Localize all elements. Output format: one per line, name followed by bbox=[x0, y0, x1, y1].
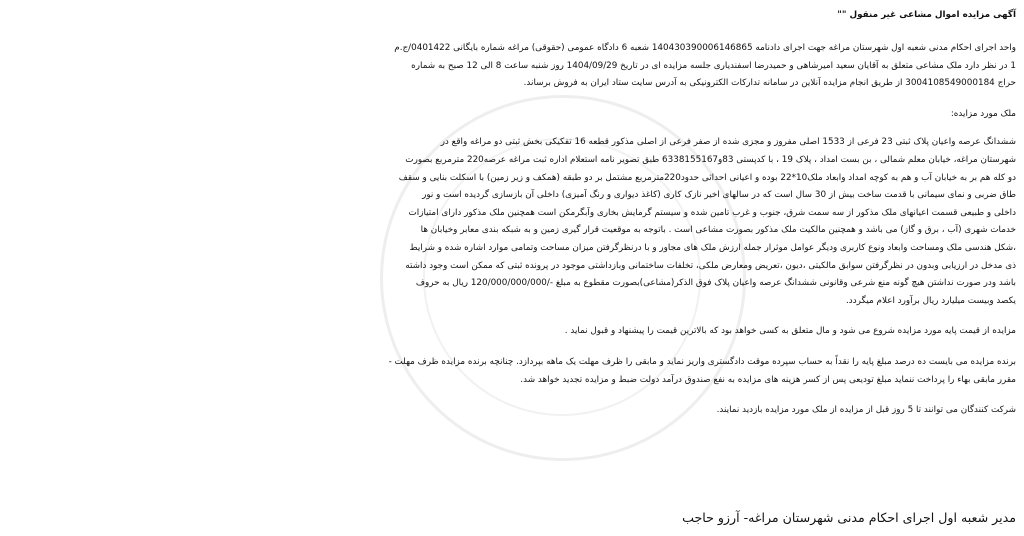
description-line: خدمات شهری (آب ، برق و گاز) می باشد و همچنین مالکیت ملک مذکور بصورت مشاعی است . باتوجه به موقعیت قرار گیری زمین و به شبکه بندی معابر وخیابان ها bbox=[420, 225, 1016, 236]
payment-line: برنده مزایده می بایست ده درصد مبلغ پایه را نقداً به حساب سپرده موقت دادگستری واریز نماید و مابقی را ظرف مهلت یک ماهه بپردازد. چنانچه برنده مزایده ظرف مهلت - bbox=[388, 356, 1016, 367]
description-line: ششدانگ عرصه واعیان پلاک ثبتی 23 فرعی از 1533 اصلی مفروز و مجزی شده از صفر فرعی از اصلی مذکور قطعه 16 تفکیکی بخش ثبتی دو مراغه واقع در bbox=[440, 137, 1016, 148]
intro-line: 1 در نظر دارد ملک مشاعی متعلق به آقایان سعید امیرشاهی و حمیدرضا اسفندیاری جلسه مزایده ای در تاریخ 1404/09/29 روز شنبه ساعت 8 الی 12 صبح به شماره bbox=[411, 60, 1016, 71]
visit-paragraph bbox=[8, 402, 1016, 420]
start-price-line: مزایده از قیمت پایه مورد مزایده شروع می شود و مال متعلق به کسی خواهد بود که بالاترین قیمت را پیشنهاد و قبول نماید . bbox=[564, 326, 1016, 337]
notice-content bbox=[8, 6, 1016, 420]
payment-line: مقرر مابقی بهاء را پرداخت ننماید مبلغ تودیعی پس از کسر هزینه های مزایده به نفع صندوق درآمد دولت ضبط و مزایده تجدید خواهد شد. bbox=[520, 374, 1016, 385]
description-line: دو کله هم بر به خیابان آب و هم به کوچه امداد وابعاد ملک10*22 بوده و اعیانی احداثی حدود220مترمربع مشتمل بر دو طبقه (همکف و زیر زمین) با اسکلت بنایی و سقف bbox=[398, 172, 1016, 183]
payment-paragraph bbox=[8, 354, 1016, 389]
signature-line: مدیر شعبه اول اجرای احکام مدنی شهرستان مراغه- آرزو حاجب bbox=[682, 510, 1016, 525]
description-line: یکصد وبیست میلیارد ریال برآورد اعلام میگردد. bbox=[846, 295, 1016, 306]
intro-line: حراج 3004108549000184 از طریق انجام مزایده آنلاین در سامانه تدارکات الکترونیکی به آدرس سایت ستاد ایران به فروش برساند. bbox=[523, 78, 1016, 89]
description-paragraph bbox=[8, 134, 1016, 310]
description-line: طاق ضربی و نمای سیمانی با قدمت ساخت بیش از 30 سال است که در سالهای اخیر نازک کاری (کاغذ دیواری و رنگ آمیزی) داخلی آن بازسازی گردیده است و نور bbox=[422, 190, 1016, 201]
description-line: ذی مدخل در ارزیابی وبدون در نظرگرفتن سوابق مالکیتی ،دیون ،تعریض ومعارض ملکی، تخلفات ساختمانی وبازداشتی موجود در پرونده ثبتی که ممکن است وجود داشته bbox=[405, 260, 1016, 271]
start-price-paragraph bbox=[8, 323, 1016, 341]
property-label: ملک مورد مزایده: bbox=[950, 108, 1016, 119]
intro-paragraph bbox=[8, 40, 1016, 93]
description-line: داخلی و طبیعی قسمت اعیانهای ملک مذکور از سه سمت شرق، جنوب و غرب تامین شده و سیستم گرمایش بخاری وآبگرمکن است همچنین ملک مذکور دارای امتیازات bbox=[408, 207, 1016, 218]
description-line: ،شکل هندسی ملک ومساحت وابعاد ونوع کاربری ودیگر عوامل موثرار جمله ارزش ملک های مجاور و با درنظرگرفتن میزان مساحت وتمامی موارد اشاره شده و شرایط bbox=[409, 242, 1016, 253]
notice-title: آگهی مزایده اموال مشاعی غیر منقول "" bbox=[837, 10, 1016, 20]
intro-line: واحد اجرای احکام مدنی شعبه اول شهرستان مراغه جهت اجرای دادنامه 140430390006146865 شعبه 6 دادگاه عمومی (حقوقی) مراغه شماره بایگانی 0401422/ج.م bbox=[394, 43, 1016, 53]
description-line: شهرستان مراغه، خیابان معلم شمالی ، بن بست امداد ، پلاک 19 ، با کدپستی 83و6338155167 طبق تصویر نامه استعلام اداره ثبت مراغه عرصه220 مترمربع بصورت bbox=[405, 154, 1016, 165]
visit-line: شرکت کنندگان می توانند تا 5 روز قبل از مزایده از ملک مورد مزایده بازدید نمایند. bbox=[716, 405, 1016, 416]
description-line: باشد ودر صورت نداشتن هیچ گونه منع شرعی وقانونی ششدانگ عرصه واعیان پلاک فوق الذکر(مشاعی)بصورت مقطوع به مبلغ -/120/000/000/000 ریال به حروف bbox=[415, 278, 1016, 289]
